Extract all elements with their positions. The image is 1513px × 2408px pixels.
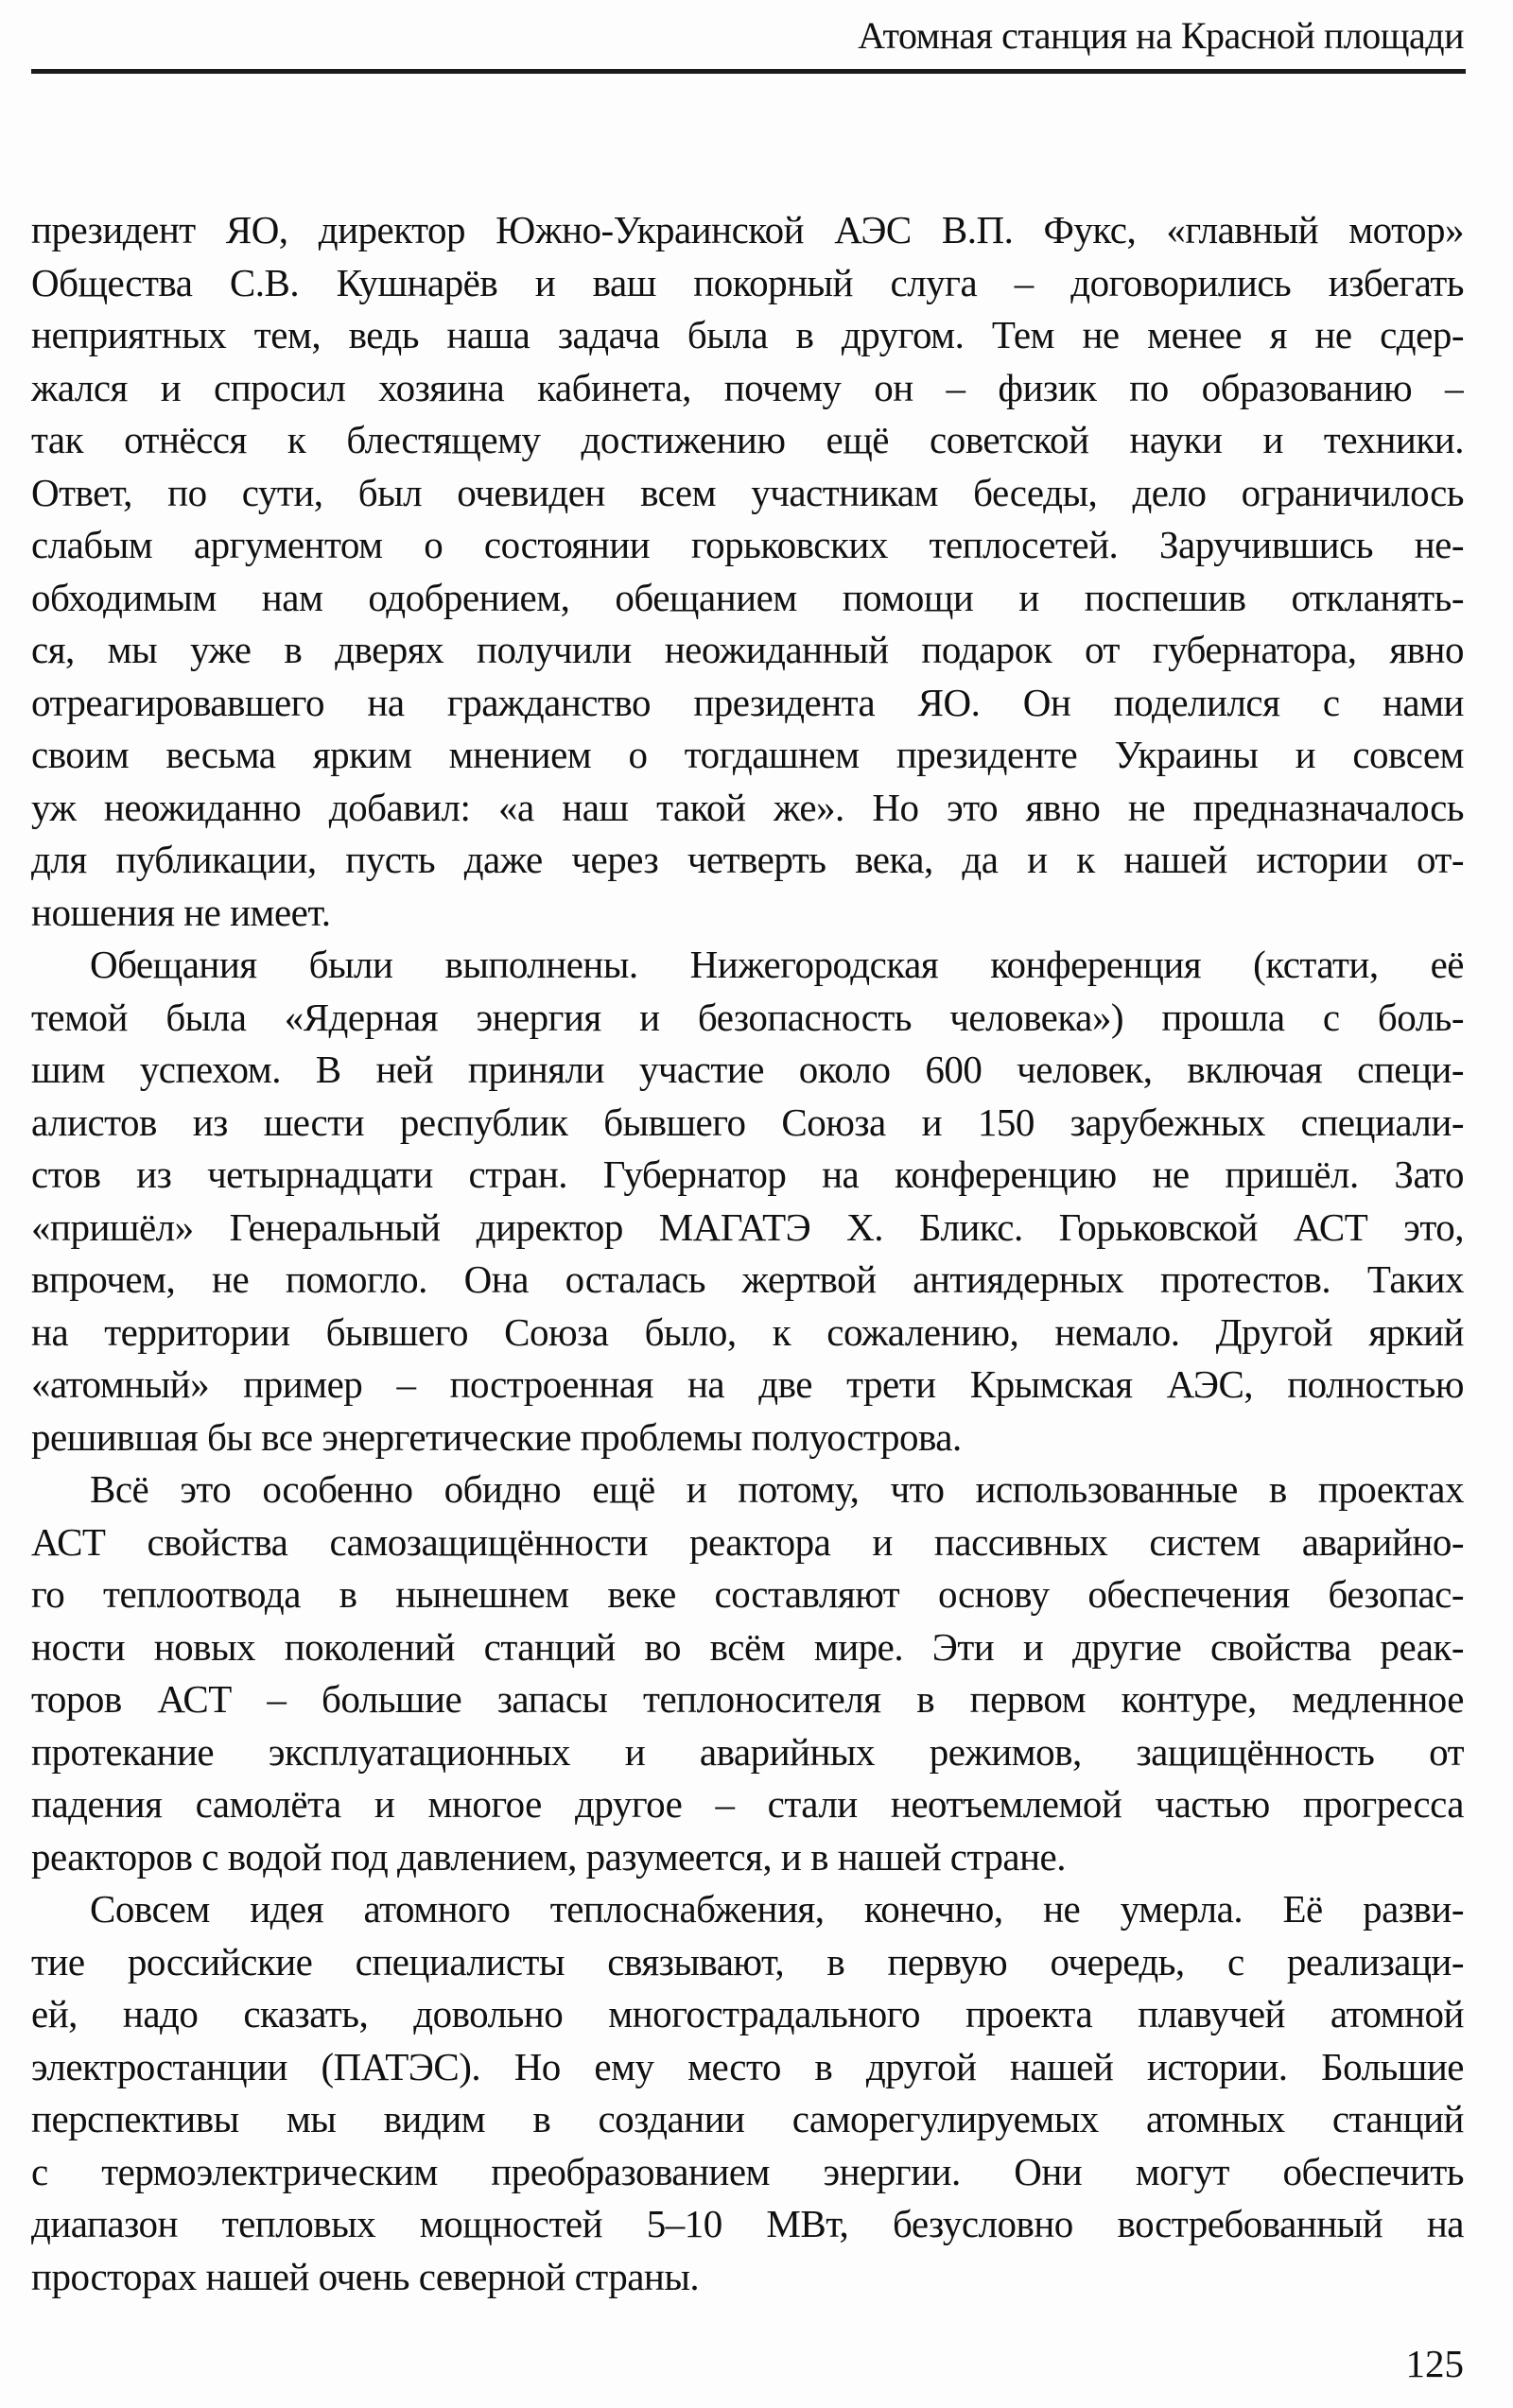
paragraph	[31, 1464, 1464, 1883]
text-line: диапазон тепловых мощностей 5–10 МВт, безусловно востребованный на	[31, 2202, 1464, 2245]
text-line: ношения не имеет.	[31, 890, 331, 934]
text-line: так отнёсся к блестящему достижению ещё советской науки и техники.	[31, 418, 1464, 461]
text-line: «пришёл» Генеральный директор МАГАТЭ Х. Бликс. Горьковской АСТ это,	[31, 1204, 1464, 1249]
text-line: Совсем идея атомного теплоснабжения, конечно, не умерла. Её разви-	[90, 1887, 1464, 1931]
text-line: отреагировавшего на гражданство президента ЯО. Он поделился с нами	[31, 680, 1464, 724]
paragraph	[31, 939, 1464, 1464]
paragraph	[31, 204, 1464, 939]
text-line: шим успехом. В ней приняли участие около 600 человек, включая специ-	[31, 1048, 1464, 1091]
text-line: алистов из шести республик бывшего Союза и 150 зарубежных специали-	[31, 1100, 1464, 1144]
text-line: темой была «Ядерная энергия и безопасность человека») прошла с боль-	[31, 995, 1464, 1039]
text-line: слабым аргументом о состоянии горьковских теплосетей. Заручившись не-	[31, 523, 1464, 566]
text-line: ности новых поколений станций во всём мире. Эти и другие свойства реак-	[31, 1624, 1464, 1669]
text-line: президент ЯО, директор Южно-Украинской АЭС В.П. Фукс, «главный мотор»	[31, 208, 1464, 251]
text-line: протекание эксплуатационных и аварийных режимов, защищённость от	[31, 1729, 1464, 1774]
text-line: Всё это особенно обидно ещё и потому, что использованные в проектах	[90, 1467, 1464, 1511]
text-line: Обещания были выполнены. Нижегородская конференция (кстати, её	[90, 943, 1464, 986]
text-line: торов АСТ – большие запасы теплоносителя в первом контуре, медленное	[31, 1677, 1464, 1721]
paragraph	[31, 1883, 1464, 2303]
text-line: своим весьма ярким мнением о тогдашнем президенте Украины и совсем	[31, 733, 1464, 776]
text-line: падения самолёта и многое другое – стали неотъемлемой частью прогресса	[31, 1782, 1464, 1826]
text-line: впрочем, не помогло. Она осталась жертвой антиядерных протестов. Таких	[31, 1257, 1464, 1301]
text-line: на территории бывшего Союза было, к сожалению, немало. Другой яркий	[31, 1309, 1464, 1354]
text-line: для публикации, пусть даже через четверть века, да и к нашей истории от-	[31, 838, 1464, 881]
text-line: ей, надо сказать, довольно многострадального проекта плавучей атомной	[31, 1992, 1464, 2036]
text-line: электростанции (ПАТЭС). Но ему место в другой нашей истории. Большие	[31, 2044, 1464, 2088]
text-line: АСТ свойства самозащищённости реактора и пассивных систем аварийно-	[31, 1519, 1464, 1564]
page-body	[31, 204, 1464, 2303]
text-line: «атомный» пример – построенная на две трети Крымская АЭС, полностью	[31, 1362, 1464, 1406]
text-line: обходимым нам одобрением, обещанием помощи и поспешив откланять-	[31, 575, 1464, 619]
page-number: 125	[1405, 2342, 1464, 2385]
text-line: тие российские специалисты связывают, в первую очередь, с реализаци-	[31, 1939, 1464, 1984]
text-line: реакторов с водой под давлением, разумеется, и в нашей стране.	[31, 1834, 1066, 1879]
header-rule-divider	[31, 69, 1466, 74]
text-line: решившая бы все энергетические проблемы полуострова.	[31, 1414, 962, 1459]
text-line: стов из четырнадцати стран. Губернатор на конференцию не пришёл. Зато	[31, 1152, 1464, 1196]
text-line: с термоэлектрическим преобразованием энергии. Они могут обеспечить	[31, 2149, 1464, 2193]
text-line: перспективы мы видим в создании саморегулируемых атомных станций	[31, 2097, 1464, 2140]
text-line: неприятных тем, ведь наша задача была в другом. Тем не менее я не сдер-	[31, 313, 1464, 356]
text-line: просторах нашей очень северной страны.	[31, 2254, 700, 2298]
running-header-title: Атомная станция на Красной площади	[858, 14, 1464, 57]
text-line: ся, мы уже в дверях получили неожиданный подарок от губернатора, явно	[31, 628, 1464, 671]
text-line: Общества С.В. Кушнарёв и ваш покорный слуга – договорились избегать	[31, 260, 1464, 304]
text-line: Ответ, по сути, был очевиден всем участникам беседы, дело ограничилось	[31, 470, 1464, 514]
text-line: жался и спросил хозяина кабинета, почему он – физик по образованию –	[31, 365, 1464, 409]
text-line: го теплоотвода в нынешнем веке составляют основу обеспечения безопас-	[31, 1572, 1464, 1616]
text-line: уж неожиданно добавил: «а наш такой же». Но это явно не предназначалось	[31, 785, 1464, 829]
